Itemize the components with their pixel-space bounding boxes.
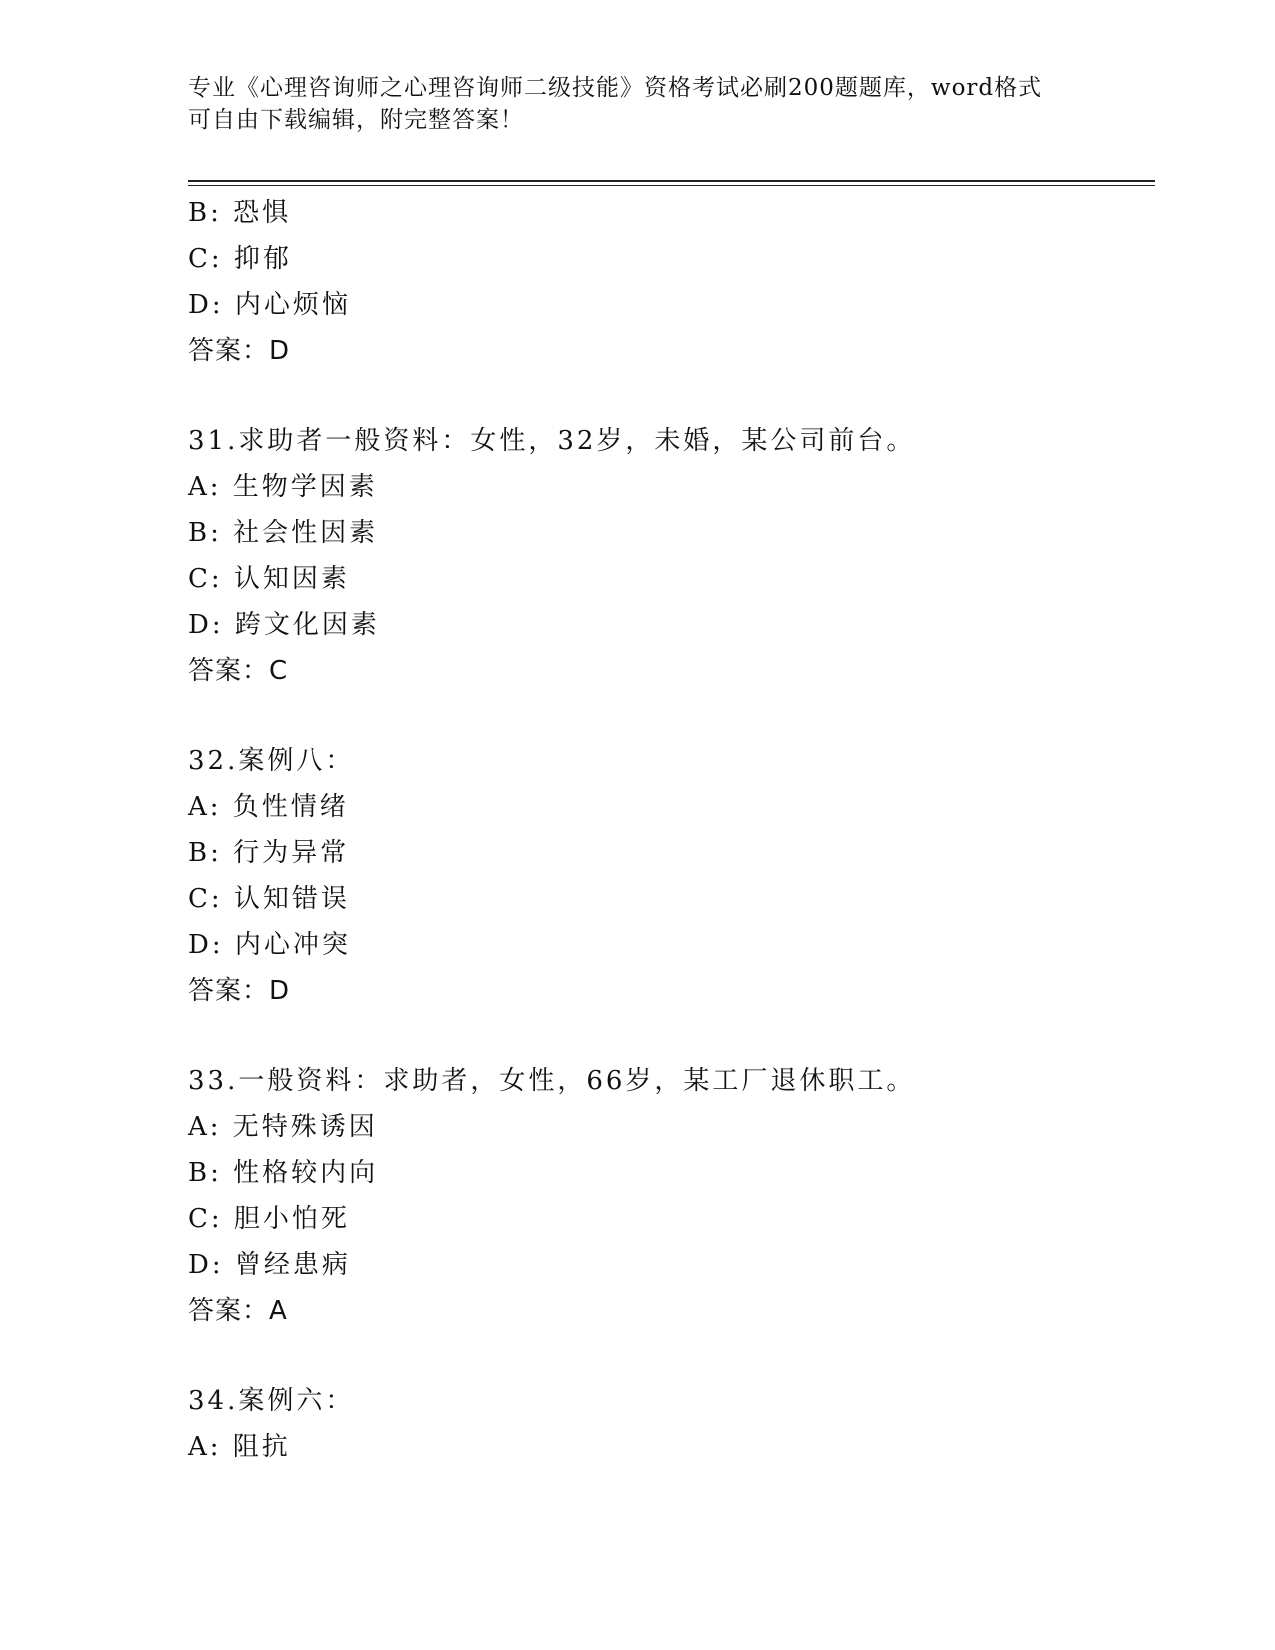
option-d: D: 内心烦恼 (188, 290, 351, 320)
option-b: B: 性格较内向 (188, 1158, 379, 1188)
answer-line: 答案：D (188, 976, 291, 1006)
answer-line: 答案：D (188, 336, 291, 366)
document-header (188, 72, 1088, 136)
question-stem: 32.案例八： (188, 746, 355, 776)
option-c: C: 认知因素 (188, 564, 350, 594)
header-line-2: 可自由下载编辑，附完整答案！ (188, 107, 524, 133)
option-b: B: 行为异常 (188, 838, 350, 868)
option-c: C: 认知错误 (188, 884, 350, 914)
question-list (188, 190, 1148, 1470)
option-a: A: 负性情绪 (188, 792, 349, 822)
answer-line: 答案：A (188, 1296, 288, 1326)
option-d: D: 曾经患病 (188, 1250, 351, 1280)
answer-line: 答案：C (188, 656, 289, 686)
option-c: C: 抑郁 (188, 244, 292, 274)
option-b: B: 社会性因素 (188, 518, 379, 548)
option-a: A: 阻抗 (188, 1432, 291, 1462)
option-a: A: 无特殊诱因 (188, 1112, 378, 1142)
option-a: A: 生物学因素 (188, 472, 378, 502)
option-c: C: 胆小怕死 (188, 1204, 350, 1234)
option-d: D: 跨文化因素 (188, 610, 380, 640)
option-d: D: 内心冲突 (188, 930, 351, 960)
option-b: B: 恐惧 (188, 198, 292, 228)
header-line-1: 专业《心理咨询师之心理咨询师二级技能》资格考试必刷200题题库，word格式 (188, 75, 1043, 101)
header-divider (188, 180, 1155, 186)
question-stem: 34.案例六： (188, 1386, 355, 1416)
question-stem: 31.求助者一般资料：女性，32岁，未婚，某公司前台。 (188, 426, 916, 456)
question-stem: 33.一般资料：求助者，女性，66岁，某工厂退休职工。 (188, 1066, 916, 1096)
